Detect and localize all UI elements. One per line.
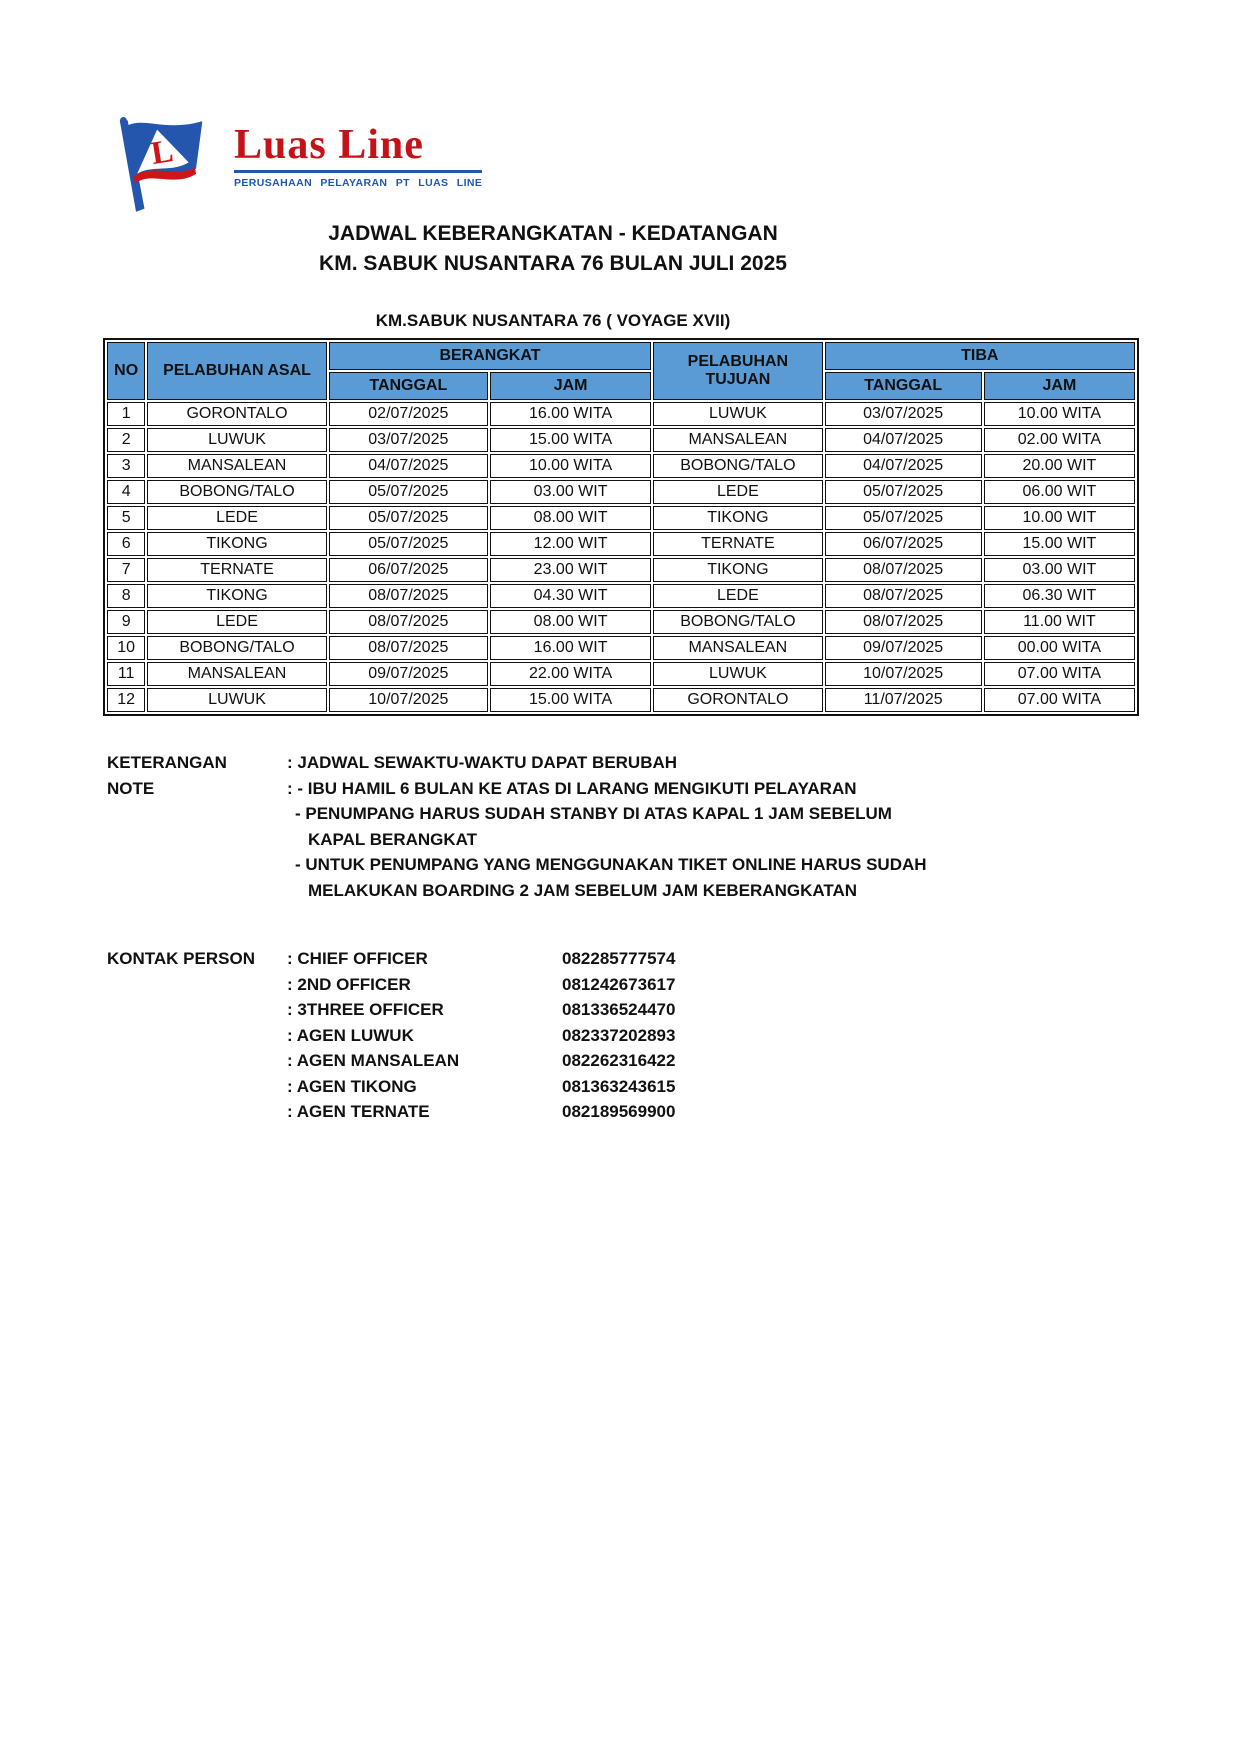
cell-origin: LUWUK [147,428,326,452]
cell-dest: TIKONG [653,558,822,582]
table-row [107,662,1135,686]
cell-arr-date: 04/07/2025 [825,428,982,452]
cell-arr-time: 00.00 WITA [984,636,1135,660]
cell-dep-date: 02/07/2025 [329,402,488,426]
cell-dep-time: 23.00 WIT [490,558,651,582]
col-header-no: NO [107,342,145,400]
note-line: : - IBU HAMIL 6 BULAN KE ATAS DI LARANG MENGIKUTI PELAYARAN [287,778,857,798]
contact-role: : CHIEF OFFICER [287,949,428,968]
table-row [107,636,1135,660]
contact-row [107,1099,1087,1125]
logo [100,116,482,216]
contact-row [107,997,1087,1023]
cell-arr-time: 07.00 WITA [984,688,1135,712]
table-row [107,506,1135,530]
cell-dep-time: 04.30 WIT [490,584,651,608]
cell-arr-date: 04/07/2025 [825,454,982,478]
col-header-arrival-group: TIBA [825,342,1135,370]
keterangan-label: KETERANGAN [107,753,227,772]
cell-dep-date: 04/07/2025 [329,454,488,478]
col-header-dep-time: JAM [490,372,651,400]
cell-dep-date: 05/07/2025 [329,532,488,556]
col-header-departure-group: BERANGKAT [329,342,652,370]
cell-arr-date: 11/07/2025 [825,688,982,712]
cell-arr-time: 07.00 WITA [984,662,1135,686]
cell-dep-time: 03.00 WIT [490,480,651,504]
cell-dest: MANSALEAN [653,636,822,660]
cell-arr-date: 06/07/2025 [825,532,982,556]
table-row [107,532,1135,556]
cell-dep-time: 12.00 WIT [490,532,651,556]
contact-row [107,1048,1087,1074]
contact-role: : AGEN TERNATE [287,1102,430,1121]
cell-dep-date: 08/07/2025 [329,636,488,660]
logo-text [234,122,482,189]
cell-dep-time: 22.00 WITA [490,662,651,686]
cell-arr-date: 03/07/2025 [825,402,982,426]
cell-origin: LUWUK [147,688,326,712]
col-header-arr-time: JAM [984,372,1135,400]
cell-dep-date: 05/07/2025 [329,506,488,530]
cell-dep-time: 15.00 WITA [490,428,651,452]
schedule-table [103,338,1139,716]
cell-dest: LEDE [653,480,822,504]
contact-phone: 082189569900 [562,1102,676,1121]
cell-dep-time: 08.00 WIT [490,610,651,634]
cell-dep-time: 16.00 WIT [490,636,651,660]
cell-arr-time: 10.00 WITA [984,402,1135,426]
cell-arr-date: 05/07/2025 [825,480,982,504]
luas-line-flag-icon [100,116,210,216]
note-row [107,878,1087,904]
cell-no: 3 [107,454,145,478]
contact-role: : AGEN LUWUK [287,1025,414,1045]
cell-no: 2 [107,428,145,452]
cell-no: 8 [107,584,145,608]
cell-dest: LEDE [653,584,822,608]
cell-dest: BOBONG/TALO [653,454,822,478]
page-title-line2: KM. SABUK NUSANTARA 76 BULAN JULI 2025 [319,252,787,275]
cell-arr-date: 10/07/2025 [825,662,982,686]
cell-dest: BOBONG/TALO [653,610,822,634]
cell-origin: TERNATE [147,558,326,582]
note-line: - PENUMPANG HARUS SUDAH STANBY DI ATAS KAPAL 1 JAM SEBELUM [295,804,892,823]
table-header-row-1 [107,342,1135,370]
contacts-section [107,946,1087,1125]
cell-no: 4 [107,480,145,504]
cell-dest: TERNATE [653,532,822,556]
cell-arr-date: 09/07/2025 [825,636,982,660]
cell-dep-date: 09/07/2025 [329,662,488,686]
contact-row [107,1023,1087,1049]
flag-letter-l: L [148,133,176,173]
note-line: MELAKUKAN BOARDING 2 JAM SEBELUM JAM KEBERANGKATAN [308,880,858,900]
note-line: - UNTUK PENUMPANG YANG MENGGUNAKAN TIKET ONLINE HARUS SUDAH [295,855,927,874]
contact-phone: 082285777574 [562,949,676,968]
contact-row [107,972,1087,998]
cell-dep-date: 10/07/2025 [329,688,488,712]
cell-origin: LEDE [147,506,326,530]
cell-origin: TIKONG [147,532,326,556]
col-header-dep-date: TANGGAL [329,372,488,400]
cell-arr-time: 03.00 WIT [984,558,1135,582]
cell-arr-time: 06.00 WIT [984,480,1135,504]
cell-origin: BOBONG/TALO [147,480,326,504]
cell-origin: LEDE [147,610,326,634]
cell-no: 7 [107,558,145,582]
logo-underline [234,170,482,173]
contact-phone: 081242673617 [562,974,676,994]
cell-origin: TIKONG [147,584,326,608]
table-row [107,558,1135,582]
contact-phone: 082337202893 [562,1025,676,1045]
cell-dep-date: 06/07/2025 [329,558,488,582]
table-row [107,584,1135,608]
cell-arr-date: 08/07/2025 [825,558,982,582]
table-row [107,402,1135,426]
cell-origin: MANSALEAN [147,662,326,686]
cell-arr-time: 10.00 WIT [984,506,1135,530]
cell-no: 1 [107,402,145,426]
contact-phone: 081336524470 [562,1000,676,1019]
table-caption: KM.SABUK NUSANTARA 76 ( VOYAGE XVII) [375,311,731,330]
keterangan-text: : JADWAL SEWAKTU-WAKTU DAPAT BERUBAH [287,753,678,772]
contact-phone: 081363243615 [562,1076,676,1096]
cell-no: 5 [107,506,145,530]
cell-arr-date: 05/07/2025 [825,506,982,530]
contacts-label: KONTAK PERSON [107,949,255,968]
cell-dest: TIKONG [653,506,822,530]
cell-dep-time: 08.00 WIT [490,506,651,530]
col-header-origin: PELABUHAN ASAL [147,342,326,400]
contact-role: : AGEN MANSALEAN [287,1051,460,1070]
cell-dest: LUWUK [653,402,822,426]
notes-section [107,750,1087,903]
note-line: KAPAL BERANGKAT [308,829,478,849]
table-row [107,688,1135,712]
cell-arr-time: 20.00 WIT [984,454,1135,478]
cell-dest: MANSALEAN [653,428,822,452]
cell-dep-date: 08/07/2025 [329,584,488,608]
cell-dep-date: 05/07/2025 [329,480,488,504]
note-row [107,827,1087,853]
table-row [107,610,1135,634]
cell-arr-time: 06.30 WIT [984,584,1135,608]
cell-arr-date: 08/07/2025 [825,610,982,634]
cell-arr-time: 02.00 WITA [984,428,1135,452]
cell-arr-time: 11.00 WIT [984,610,1135,634]
cell-no: 9 [107,610,145,634]
note-row [107,852,1087,878]
col-header-destination: PELABUHAN TUJUAN [653,342,822,400]
cell-origin: MANSALEAN [147,454,326,478]
logo-name: Luas Line [234,122,424,168]
col-header-arr-date: TANGGAL [825,372,982,400]
cell-no: 11 [107,662,145,686]
contact-role: : AGEN TIKONG [287,1076,417,1096]
logo-subtitle: PERUSAHAAN PELAYARAN PT LUAS LINE [234,177,483,189]
page-title-line1: JADWAL KEBERANGKATAN - KEDATANGAN [328,222,778,245]
cell-dep-date: 08/07/2025 [329,610,488,634]
cell-dep-time: 16.00 WITA [490,402,651,426]
contact-role: : 3THREE OFFICER [287,1000,444,1019]
cell-arr-time: 15.00 WIT [984,532,1135,556]
cell-dep-date: 03/07/2025 [329,428,488,452]
cell-no: 10 [107,636,145,660]
cell-arr-date: 08/07/2025 [825,584,982,608]
page-title [103,219,1003,279]
contact-row [107,1074,1087,1100]
table-row [107,454,1135,478]
note-row [107,776,1087,802]
note-label: NOTE [107,778,155,798]
contact-role: : 2ND OFFICER [287,974,411,994]
cell-dep-time: 15.00 WITA [490,688,651,712]
contact-phone: 082262316422 [562,1051,676,1070]
cell-dep-time: 10.00 WITA [490,454,651,478]
cell-no: 6 [107,532,145,556]
cell-no: 12 [107,688,145,712]
note-row [107,801,1087,827]
cell-origin: GORONTALO [147,402,326,426]
table-row [107,428,1135,452]
contact-row [107,946,1087,972]
cell-dest: LUWUK [653,662,822,686]
table-row [107,480,1135,504]
keterangan-row [107,750,1087,776]
cell-origin: BOBONG/TALO [147,636,326,660]
cell-dest: GORONTALO [653,688,822,712]
